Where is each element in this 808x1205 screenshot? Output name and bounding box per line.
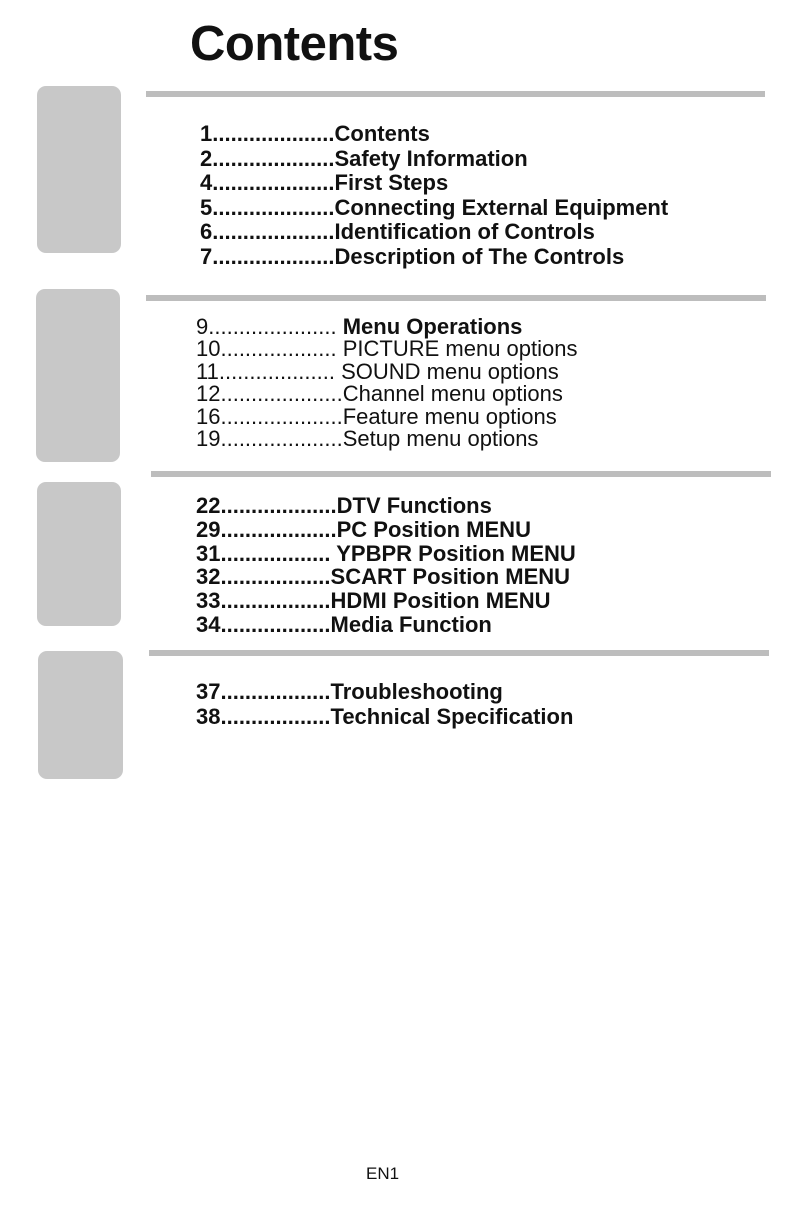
toc-entry	[200, 122, 668, 147]
toc-page-number: 11	[196, 358, 219, 384]
toc-leader-dots: ...................	[218, 358, 342, 384]
section-tab-1	[37, 86, 121, 253]
toc-leader-dots: ....................	[220, 403, 343, 429]
toc-entry	[196, 705, 573, 730]
toc-page-number: 29	[196, 516, 221, 542]
toc-leader-dots: ..................	[220, 611, 331, 637]
toc-entry	[196, 494, 576, 518]
toc-leader-dots: ....................	[212, 194, 335, 220]
toc-leader-dots: ..................	[220, 564, 331, 590]
section-tab-3	[37, 482, 121, 626]
toc-entry-title: Feature menu options	[342, 403, 557, 429]
toc-leader-dots: ....................	[212, 145, 335, 171]
toc-entry-title: Media Function	[330, 611, 492, 637]
page-title: Contents	[190, 17, 399, 71]
toc-page-number: 10	[196, 336, 221, 362]
section-tab-2	[36, 289, 120, 462]
toc-entry	[196, 680, 573, 705]
toc-entry-title: Safety Information	[334, 145, 528, 171]
toc-leader-dots: ..................	[220, 540, 337, 566]
toc-entry-title: Menu Operations	[342, 314, 523, 339]
toc-leader-dots: ...................	[220, 336, 343, 362]
page-number-footer: EN1	[366, 1164, 400, 1183]
toc-entry-title: YPBPR Position MENU	[336, 540, 576, 566]
toc-page-number: 7	[200, 243, 213, 269]
toc-page-number: 12	[196, 381, 221, 407]
toc-entry	[196, 403, 578, 429]
toc-page-number: 32	[196, 564, 221, 590]
section-divider-2	[146, 295, 766, 301]
toc-page-number: 38	[196, 703, 221, 729]
toc-page-number: 6	[200, 219, 213, 245]
toc-entry	[200, 245, 668, 270]
toc-entry-title: Contents	[334, 121, 430, 146]
toc-entry-title: Connecting External Equipment	[334, 194, 669, 220]
toc-entry	[196, 383, 578, 405]
toc-entry-title: PICTURE menu options	[342, 336, 578, 362]
toc-section-1	[200, 122, 668, 270]
toc-entry-title: First Steps	[334, 170, 449, 196]
toc-page-number: 34	[196, 611, 221, 637]
toc-page-number: 1	[200, 121, 213, 146]
toc-section-3	[196, 494, 576, 637]
toc-entry	[200, 171, 668, 196]
toc-entry-title: DTV Functions	[336, 493, 492, 518]
toc-section-4	[196, 680, 573, 729]
toc-page-number: 9	[196, 314, 209, 339]
toc-page-number: 16	[196, 403, 221, 429]
section-divider-4	[149, 650, 769, 656]
toc-page-number: 37	[196, 679, 221, 704]
toc-page-number: 4	[200, 170, 213, 196]
toc-entry	[200, 196, 668, 221]
toc-entry-title: HDMI Position MENU	[330, 588, 551, 614]
toc-entry-title: SOUND menu options	[341, 358, 559, 384]
toc-page-number: 5	[200, 194, 213, 220]
toc-entry	[196, 358, 578, 384]
toc-leader-dots: ..................	[220, 588, 331, 614]
toc-page-number: 33	[196, 588, 221, 614]
toc-entry	[196, 428, 578, 450]
toc-entry-title: PC Position MENU	[336, 516, 531, 542]
toc-entry-title: SCART Position MENU	[330, 564, 571, 590]
toc-entry-title: Troubleshooting	[330, 679, 503, 704]
toc-entry	[196, 316, 578, 338]
toc-entry	[196, 518, 576, 542]
toc-leader-dots: ....................	[220, 381, 343, 407]
toc-page-number: 2	[200, 145, 213, 171]
toc-leader-dots: ....................	[220, 426, 343, 452]
toc-entry	[196, 542, 576, 566]
toc-leader-dots: ....................	[212, 121, 335, 146]
section-tab-4	[38, 651, 123, 779]
toc-leader-dots: ....................	[212, 243, 335, 269]
toc-page-number: 22	[196, 493, 221, 518]
toc-entry	[196, 613, 576, 637]
toc-entry-title: Technical Specification	[330, 703, 574, 729]
section-divider-1	[146, 91, 765, 97]
toc-leader-dots: ...................	[220, 516, 337, 542]
toc-page-number: 31	[196, 540, 221, 566]
toc-entry-title: Identification of Controls	[334, 219, 595, 245]
toc-entry	[196, 338, 578, 360]
section-divider-3	[151, 471, 771, 477]
toc-entry-title: Channel menu options	[342, 381, 563, 407]
toc-leader-dots: .....................	[208, 314, 343, 339]
toc-entry	[200, 220, 668, 245]
toc-section-2	[196, 316, 578, 450]
toc-entry	[196, 589, 576, 613]
toc-entry	[200, 147, 668, 172]
toc-entry-title: Setup menu options	[342, 426, 539, 452]
toc-page-number: 19	[196, 426, 221, 452]
toc-leader-dots: ..................	[220, 679, 331, 704]
toc-entry	[196, 565, 576, 589]
toc-leader-dots: ...................	[220, 493, 337, 518]
toc-leader-dots: ..................	[220, 703, 331, 729]
toc-leader-dots: ....................	[212, 219, 335, 245]
toc-entry-title: Description of The Controls	[334, 243, 625, 269]
toc-leader-dots: ....................	[212, 170, 335, 196]
